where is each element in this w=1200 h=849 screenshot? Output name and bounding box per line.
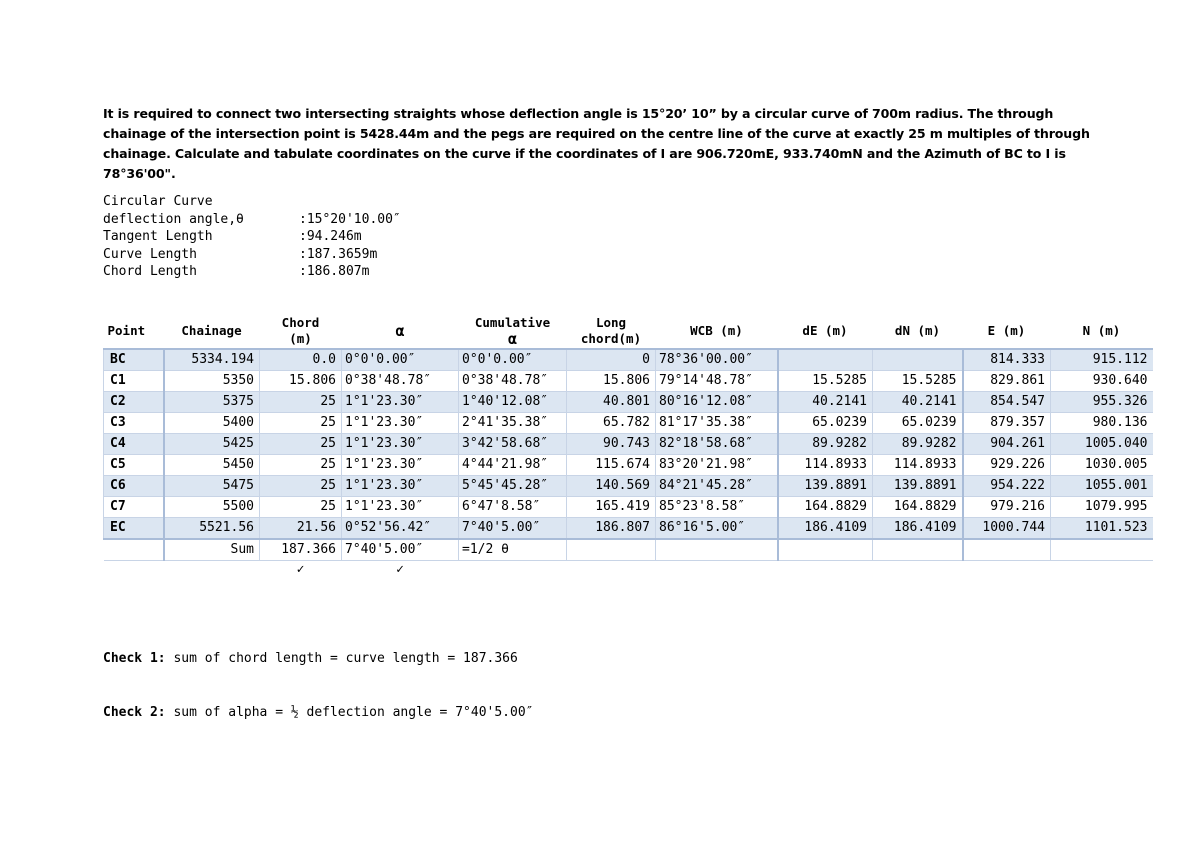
sum-cumulative-note: =1/2 θ [459, 539, 567, 561]
cell-empty [1051, 539, 1153, 561]
cell-n: 980.136 [1051, 413, 1153, 434]
cell-cumulative-alpha: 0°0'0.00″ [459, 349, 567, 371]
cell-dn: 89.9282 [873, 434, 963, 455]
cell-alpha: 1°1'23.30″ [342, 476, 459, 497]
cell-empty [963, 539, 1051, 561]
cell-point: C7 [104, 497, 164, 518]
cell-empty [778, 539, 873, 561]
param-deflection-angle: deflection angle,θ :15°20'10.00″ [103, 211, 401, 227]
cell-chainage: 5521.56 [164, 518, 260, 540]
cell-empty [104, 539, 164, 561]
cell-n: 1079.995 [1051, 497, 1153, 518]
cell-chainage: 5475 [164, 476, 260, 497]
tick-row [104, 561, 1153, 580]
table-row [104, 392, 1153, 413]
cell-e: 929.226 [963, 455, 1051, 476]
header-alpha: α [395, 321, 405, 340]
cell-long-chord: 140.569 [567, 476, 656, 497]
cell-alpha: 1°1'23.30″ [342, 392, 459, 413]
cell-long-chord: 40.801 [567, 392, 656, 413]
cell-de: 186.4109 [778, 518, 873, 540]
param-chord-length: Chord Length :186.807m [103, 264, 370, 279]
cell-chord: 25 [260, 455, 342, 476]
cell-dn: 15.5285 [873, 371, 963, 392]
curve-setting-table [103, 314, 1153, 579]
cell-e: 879.357 [963, 413, 1051, 434]
cell-chainage: 5425 [164, 434, 260, 455]
table-row [104, 349, 1153, 371]
cell-de: 139.8891 [778, 476, 873, 497]
cell-chord: 0.0 [260, 349, 342, 371]
cell-empty [656, 539, 778, 561]
cell-chord: 25 [260, 392, 342, 413]
cell-long-chord: 165.419 [567, 497, 656, 518]
header-dn: dN (m) [894, 323, 941, 338]
cell-chainage: 5400 [164, 413, 260, 434]
cell-point: C1 [104, 371, 164, 392]
cell-long-chord: 115.674 [567, 455, 656, 476]
cell-chord: 15.806 [260, 371, 342, 392]
header-n: N (m) [1082, 323, 1121, 338]
cell-long-chord: 65.782 [567, 413, 656, 434]
cell-point: C6 [104, 476, 164, 497]
check-1: Check 1: sum of chord length = curve length = 187.366 [103, 651, 518, 666]
cell-empty [873, 539, 963, 561]
params-title: Circular Curve [103, 194, 213, 209]
header-chainage: Chainage [181, 323, 242, 338]
cell-cumulative-alpha: 4°44'21.98″ [459, 455, 567, 476]
cell-n: 915.112 [1051, 349, 1153, 371]
param-curve-length: Curve Length :187.3659m [103, 246, 378, 262]
table-row [104, 413, 1153, 434]
cell-chainage: 5450 [164, 455, 260, 476]
cell-n: 1101.523 [1051, 518, 1153, 540]
cell-wcb: 86°16'5.00″ [656, 518, 778, 540]
cell-dn: 114.8933 [873, 455, 963, 476]
header-cumulative-alpha: Cumulative α [474, 314, 551, 348]
cell-alpha: 0°38'48.78″ [342, 371, 459, 392]
cell-point: C4 [104, 434, 164, 455]
cell-long-chord: 0 [567, 349, 656, 371]
cell-long-chord: 90.743 [567, 434, 656, 455]
cell-alpha: 0°0'0.00″ [342, 349, 459, 371]
cell-chord: 21.56 [260, 518, 342, 540]
cell-cumulative-alpha: 5°45'45.28″ [459, 476, 567, 497]
checks [103, 614, 533, 740]
cell-cumulative-alpha: 1°40'12.08″ [459, 392, 567, 413]
cell-wcb: 83°20'21.98″ [656, 455, 778, 476]
header-point: Point [107, 323, 146, 338]
cell-de: 40.2141 [778, 392, 873, 413]
cell-e: 814.333 [963, 349, 1051, 371]
cell-de: 15.5285 [778, 371, 873, 392]
cell-chord: 25 [260, 476, 342, 497]
header-long-chord: Long chord(m) [580, 315, 642, 346]
cell-e: 954.222 [963, 476, 1051, 497]
problem-statement: It is required to connect two intersecting straights whose deflection angle is 15°20’ 10” by a circular curve of 700m radius. The through chainage of the intersection point is 5428.44m and the pegs are required on the centre line of the curve at exactly 25 m multiples of through chainage. Calculate and tabulate coordinates on the curve if the coordinates of I are 906.720mE, 933.740mN and the Azimuth of BC to I is 78°36'00". [103, 106, 1090, 181]
cell-wcb: 81°17'35.38″ [656, 413, 778, 434]
cell-de: 89.9282 [778, 434, 873, 455]
cell-de: 65.0239 [778, 413, 873, 434]
cell-empty [567, 539, 656, 561]
cell-point: EC [104, 518, 164, 540]
cell-dn: 139.8891 [873, 476, 963, 497]
table-row [104, 497, 1153, 518]
check-tick-icon: ✓ [260, 561, 342, 580]
cell-alpha: 0°52'56.42″ [342, 518, 459, 540]
header-e: E (m) [987, 323, 1026, 338]
cell-wcb: 79°14'48.78″ [656, 371, 778, 392]
cell-dn: 65.0239 [873, 413, 963, 434]
cell-de: 114.8933 [778, 455, 873, 476]
cell-chainage: 5500 [164, 497, 260, 518]
cell-n: 955.326 [1051, 392, 1153, 413]
cell-e: 829.861 [963, 371, 1051, 392]
cell-alpha: 1°1'23.30″ [342, 497, 459, 518]
cell-alpha: 1°1'23.30″ [342, 434, 459, 455]
check-2: Check 2: sum of alpha = ½ deflection angle = 7°40'5.00″ [103, 705, 534, 720]
cell-point: C2 [104, 392, 164, 413]
curve-parameters [103, 193, 401, 281]
cell-chainage: 5375 [164, 392, 260, 413]
cell-e: 1000.744 [963, 518, 1051, 540]
cell-wcb: 82°18'58.68″ [656, 434, 778, 455]
cell-wcb: 84°21'45.28″ [656, 476, 778, 497]
sum-alpha: 7°40'5.00″ [342, 539, 459, 561]
table-row [104, 476, 1153, 497]
cell-e: 904.261 [963, 434, 1051, 455]
cell-point: BC [104, 349, 164, 371]
cell-wcb: 85°23'8.58″ [656, 497, 778, 518]
cell-n: 1005.040 [1051, 434, 1153, 455]
cell-de [778, 349, 873, 371]
cell-chord: 25 [260, 413, 342, 434]
cell-e: 979.216 [963, 497, 1051, 518]
cell-cumulative-alpha: 7°40'5.00″ [459, 518, 567, 540]
header-de: dE (m) [802, 323, 848, 338]
cell-cumulative-alpha: 3°42'58.68″ [459, 434, 567, 455]
header-wcb: WCB (m) [690, 323, 743, 338]
cell-point: C5 [104, 455, 164, 476]
cell-n: 1030.005 [1051, 455, 1153, 476]
cell-cumulative-alpha: 0°38'48.78″ [459, 371, 567, 392]
table-row [104, 434, 1153, 455]
table-row [104, 518, 1153, 540]
cell-e: 854.547 [963, 392, 1051, 413]
cell-wcb: 80°16'12.08″ [656, 392, 778, 413]
cell-cumulative-alpha: 6°47'8.58″ [459, 497, 567, 518]
cell-long-chord: 15.806 [567, 371, 656, 392]
cell-alpha: 1°1'23.30″ [342, 413, 459, 434]
table-header-row [104, 314, 1153, 349]
param-tangent-length: Tangent Length :94.246m [103, 229, 362, 244]
sum-label: Sum [164, 539, 260, 561]
sum-row [104, 539, 1153, 561]
cell-dn [873, 349, 963, 371]
header-chord: Chord (m) [281, 315, 320, 346]
cell-chord: 25 [260, 497, 342, 518]
cell-alpha: 1°1'23.30″ [342, 455, 459, 476]
cell-chainage: 5350 [164, 371, 260, 392]
table-row [104, 455, 1153, 476]
cell-chainage: 5334.194 [164, 349, 260, 371]
cell-wcb: 78°36'00.00″ [656, 349, 778, 371]
cell-n: 1055.001 [1051, 476, 1153, 497]
cell-dn: 40.2141 [873, 392, 963, 413]
table-row [104, 371, 1153, 392]
cell-cumulative-alpha: 2°41'35.38″ [459, 413, 567, 434]
check-tick-icon: ✓ [342, 561, 459, 580]
cell-de: 164.8829 [778, 497, 873, 518]
cell-chord: 25 [260, 434, 342, 455]
cell-n: 930.640 [1051, 371, 1153, 392]
sum-chord: 187.366 [260, 539, 342, 561]
cell-point: C3 [104, 413, 164, 434]
cell-dn: 164.8829 [873, 497, 963, 518]
cell-long-chord: 186.807 [567, 518, 656, 540]
cell-dn: 186.4109 [873, 518, 963, 540]
